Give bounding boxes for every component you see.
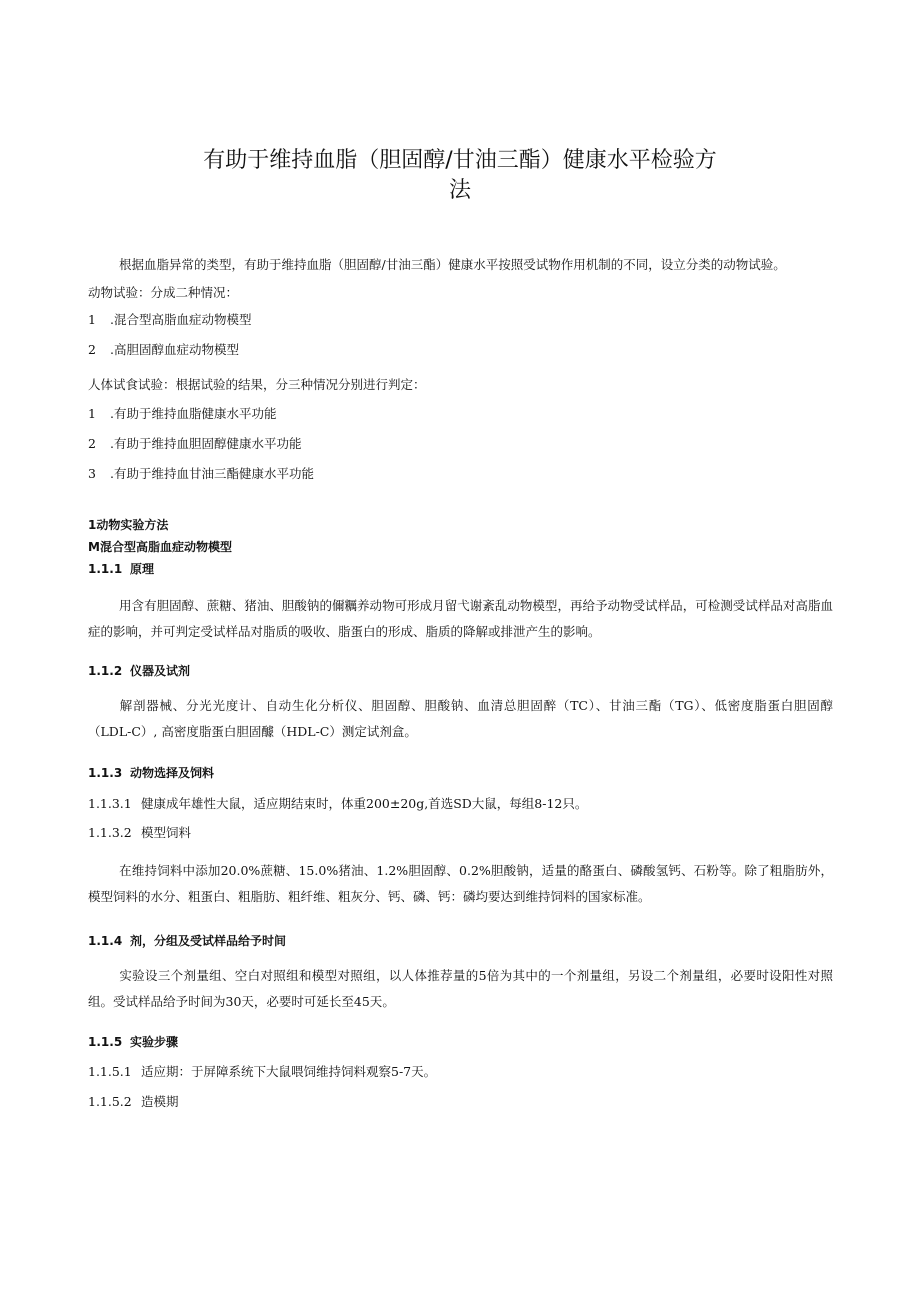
human-item-1: 1 .有助于维持血脂健康水平功能 <box>88 406 277 421</box>
dosage-paragraph: 实验设三个剂量组、空白对照组和模型对照组，以人体推荐量的5倍为其中的一个剂量组，另设二个剂量组，必要时设阳性对照组。受试样品给予时间为30天，必要时可延长至45天。 <box>88 968 833 1009</box>
animal-item-2: 2 .高胆固醇血症动物模型 <box>88 342 239 357</box>
section-1-heading: 1动物实验方法 <box>88 518 169 532</box>
section-1-1-3-1: 1.1.3.1 健康成年雄性大鼠，适应期结束时，体重200±20g,首选SD大鼠，每组8-12只。 <box>88 796 588 811</box>
animal-item-1: 1 .混合型高脂血症动物模型 <box>88 312 252 327</box>
human-item-2: 2 .有助于维持血胆固醇健康水平功能 <box>88 436 302 451</box>
human-test-label: 人体试食试验：根据试验的结果，分三种情况分别进行判定： <box>88 377 426 392</box>
human-item-3: 3 .有助于维持血甘油三酯健康水平功能 <box>88 466 314 481</box>
title-line-1: 有助于维持血脂（胆固醇/甘油三酯）健康水平检验方 <box>203 148 717 173</box>
animal-test-label: 动物试验：分成二种情况： <box>88 285 239 300</box>
section-1-1-heading: M混合型高脂血症动物模型 <box>88 540 232 554</box>
section-1-1-3-heading: 1.1.3 动物选择及饲料 <box>88 766 215 780</box>
principle-paragraph: 用含有胆固醇、蔗糖、猪油、胆酸钠的儞糲养动物可形成月留弋谢紊乱动物模型，再给予动物受试样品，可检测受试样品对高脂血症的影响，并可判定受试样品对脂质的吸收、脂蛋白的形成、脂质的降解或排泄产生的影响。 <box>88 598 833 639</box>
section-1-1-1-heading: 1.1.1 原理 <box>88 562 155 576</box>
intro-paragraph: 根据血脂异常的类型，有助于维持血脂（胆固醇/甘油三酯）健康水平按照受试物作用机制的不同，设立分类的动物试验。 <box>119 257 786 272</box>
section-1-1-2-heading: 1.1.2 仪器及试剂 <box>88 664 191 678</box>
section-1-1-5-1: 1.1.5.1 适应期：于屏障系统下大鼠喂饲维持饲料观察5-7天。 <box>88 1064 437 1079</box>
section-1-1-5-2: 1.1.5.2 造模期 <box>88 1094 179 1109</box>
section-1-1-3-2: 1.1.3.2 模型饲料 <box>88 825 192 840</box>
model-feed-paragraph: 在维持饲料中添加20.0%蔗糖、15.0%猪油、1.2%胆固醇、0.2%胆酸钠，适量的酪蛋白、磷酸氢钙、石粉等。除了粗脂肪外，模型饲料的水分、粗蛋白、粗脂肪、粗纤维、粗灰分、钙、磷、钙：磷均要达到维持饲料的国家标准。 <box>88 863 833 904</box>
title-line-2: 法 <box>448 178 471 203</box>
section-1-1-4-heading: 1.1.4 剂，分组及受试样品给予时间 <box>88 934 287 948</box>
instruments-paragraph: 解剖器械、分光光度计、自动生化分析仪、胆固醇、胆酸钠、血清总胆固醉（TC）、甘油三酯（TG）、低密度脂蛋白胆固醇（LDL-C）, 高密度脂蛋白胆固醵（HDL-C）测定试剂盒。 <box>88 698 833 739</box>
document-title <box>100 146 820 206</box>
section-1-1-5-heading: 1.1.5 实验步骤 <box>88 1035 179 1049</box>
